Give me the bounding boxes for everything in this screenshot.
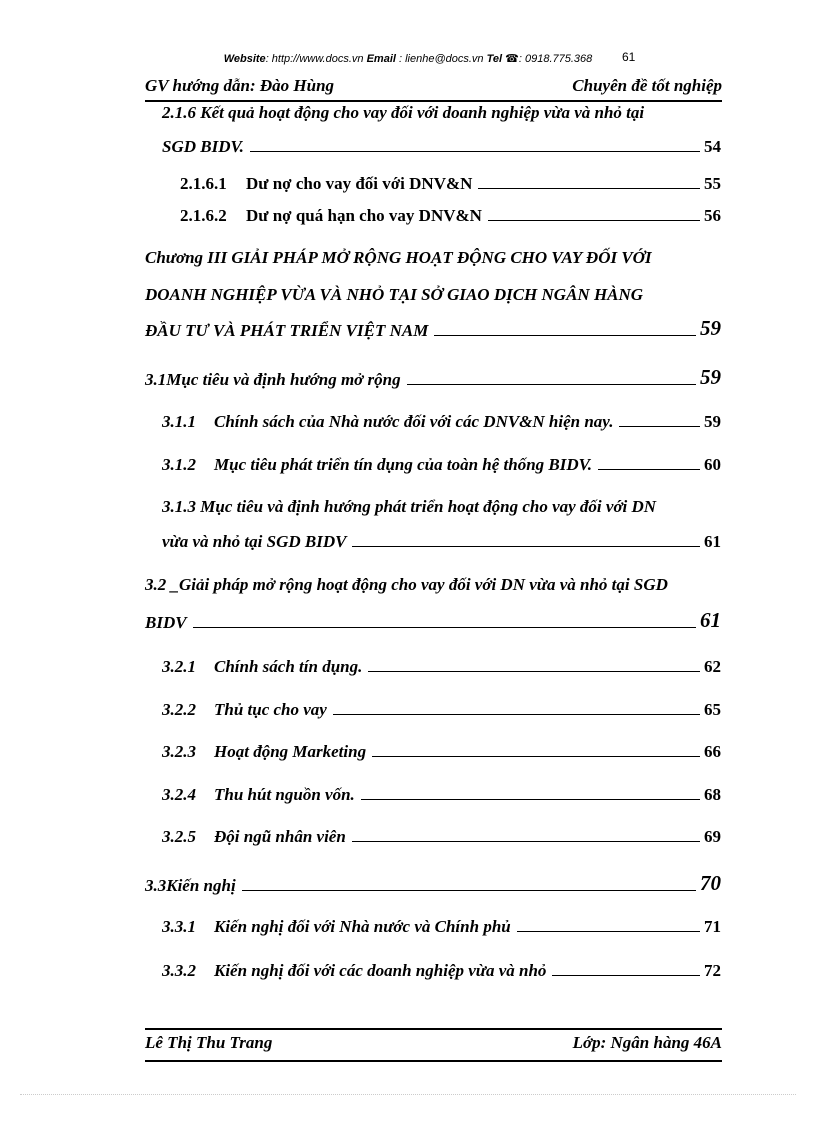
toc-entry-3-3-2[interactable] — [162, 961, 721, 981]
toc-page: 70 — [700, 871, 721, 895]
toc-page: 65 — [704, 700, 721, 719]
toc-entry-2-1-6-line1: 2.1.6 Kết quả hoạt động cho vay đối với doanh nghiệp vừa và nhỏ tại — [162, 103, 645, 122]
toc-entry-2-1-6-2[interactable] — [180, 206, 721, 226]
toc-number: 3.2.1 — [162, 657, 196, 676]
footer-author: Lê Thị Thu Trang — [145, 1033, 273, 1052]
toc-section-3-2[interactable] — [145, 608, 721, 633]
toc-page: 59 — [700, 365, 721, 389]
toc-page: 54 — [704, 137, 721, 156]
toc-title: 3.1Mục tiêu và định hướng mở rộng — [145, 370, 401, 389]
toc-entry-3-2-3[interactable] — [162, 742, 721, 762]
toc-entry-3-1-3[interactable] — [162, 532, 721, 552]
toc-title: Chính sách của Nhà nước đối với các DNV&N hiện nay. — [214, 412, 614, 431]
website-banner — [0, 52, 816, 65]
toc-title: Hoạt động Marketing — [214, 742, 367, 761]
toc-leader — [352, 840, 700, 842]
email-label: Email — [366, 53, 396, 65]
page-footer — [145, 1028, 722, 1062]
toc-number: 3.2.4 — [162, 785, 196, 804]
toc-page: 72 — [704, 961, 721, 980]
toc-title: Kiến nghị đối với các doanh nghiệp vừa và nhỏ — [214, 961, 547, 980]
toc-page: 60 — [704, 455, 721, 474]
tel-label: Tel — [486, 53, 503, 65]
page-header — [145, 76, 722, 102]
toc-entry-2-1-6[interactable] — [162, 137, 721, 157]
toc-number: 3.2.5 — [162, 827, 196, 846]
toc-number: 3.2.3 — [162, 742, 196, 761]
toc-section-3-2-line1: 3.2 _Giải pháp mở rộng hoạt động cho vay đối với DN vừa và nhỏ tại SGD — [145, 575, 668, 594]
toc-page: 55 — [704, 174, 721, 193]
page-bottom-divider — [20, 1094, 796, 1095]
toc-leader — [517, 930, 700, 932]
toc-number: 2.1.6.1 — [180, 174, 227, 193]
toc-title: Mục tiêu phát triển tín dụng của toàn hệ thống BIDV. — [214, 455, 593, 474]
toc-page: 61 — [704, 532, 721, 551]
toc-entry-3-3-1[interactable] — [162, 917, 721, 937]
website-label: Website — [223, 53, 266, 65]
toc-title: Kiến nghị đối với Nhà nước và Chính phủ — [214, 917, 511, 936]
toc-number: 2.1.6.2 — [180, 206, 227, 225]
toc-entry-3-1-2[interactable] — [162, 455, 721, 475]
toc-leader — [333, 713, 700, 715]
toc-leader — [242, 889, 696, 891]
toc-title: BIDV — [145, 613, 187, 632]
toc-number: 3.2.2 — [162, 700, 196, 719]
toc-number: 3.1.2 — [162, 455, 196, 474]
toc-leader — [488, 219, 700, 221]
toc-leader — [361, 798, 700, 800]
toc-leader — [372, 755, 700, 757]
toc-chapter-3-line2: DOANH NGHIỆP VỪA VÀ NHỎ TẠI SỞ GIAO DỊCH NGÂN HÀNG — [145, 285, 644, 304]
toc-page: 66 — [704, 742, 721, 761]
toc-number: 3.1.1 — [162, 412, 196, 431]
toc-title: 3.3Kiến nghị — [145, 876, 236, 895]
toc-leader — [598, 468, 700, 470]
toc-title: Dư nợ cho vay đối với DNV&N — [246, 174, 473, 193]
toc-page: 59 — [700, 316, 721, 340]
toc-entry-3-1-3-line1: 3.1.3 Mục tiêu và định hướng phát triển hoạt động cho vay đối với DN — [162, 497, 657, 516]
toc-title: vừa và nhỏ tại SGD BIDV — [162, 532, 347, 551]
toc-page: 59 — [704, 412, 721, 431]
toc-leader — [368, 670, 700, 672]
toc-title: Thủ tục cho vay — [214, 700, 327, 719]
toc-page: 56 — [704, 206, 721, 225]
toc-chapter-3[interactable] — [145, 316, 721, 341]
toc-page: 61 — [700, 608, 721, 632]
header-advisor: GV hướng dẫn: Đào Hùng — [145, 76, 335, 95]
toc-page: 69 — [704, 827, 721, 846]
phone-icon: ☎ — [502, 53, 519, 65]
toc-entry-3-2-5[interactable] — [162, 827, 721, 847]
toc-entry-3-2-1[interactable] — [162, 657, 721, 677]
toc-leader — [552, 974, 700, 976]
toc-title: Chính sách tín dụng. — [214, 657, 363, 676]
toc-chapter-3-line1: Chương III GIẢI PHÁP MỞ RỘNG HOẠT ĐỘNG CHO VAY ĐỐI VỚI — [145, 248, 652, 267]
header-thesis-type: Chuyên đề tốt nghiệp — [572, 76, 722, 95]
toc-page: 71 — [704, 917, 721, 936]
toc-page: 68 — [704, 785, 721, 804]
tel-number: : 0918.775.368 — [518, 53, 593, 65]
toc-title: SGD BIDV. — [162, 137, 244, 156]
toc-title: Đội ngũ nhân viên — [214, 827, 346, 846]
toc-leader — [352, 545, 700, 547]
toc-leader — [619, 425, 700, 427]
toc-section-3-1[interactable] — [145, 365, 721, 390]
email-address[interactable]: : lienhe@docs.vn — [399, 53, 484, 65]
page-number: 61 — [622, 50, 636, 64]
website-url[interactable]: : http://www.docs.vn — [265, 53, 364, 65]
toc-leader — [434, 334, 696, 336]
toc-number: 3.3.1 — [162, 917, 196, 936]
toc-entry-3-1-1[interactable] — [162, 412, 721, 432]
toc-leader — [250, 150, 700, 152]
toc-title: Thu hút nguồn vốn. — [214, 785, 355, 804]
toc-entry-3-2-2[interactable] — [162, 700, 721, 720]
toc-title: ĐẦU TƯ VÀ PHÁT TRIỂN VIỆT NAM — [145, 321, 429, 340]
toc-entry-3-2-4[interactable] — [162, 785, 721, 805]
toc-leader — [478, 187, 700, 189]
toc-title: Dư nợ quá hạn cho vay DNV&N — [246, 206, 482, 225]
toc-leader — [193, 626, 696, 628]
toc-entry-2-1-6-1[interactable] — [180, 174, 721, 194]
toc-number: 3.3.2 — [162, 961, 196, 980]
toc-section-3-3[interactable] — [145, 871, 721, 896]
toc-leader — [407, 383, 696, 385]
footer-class: Lớp: Ngân hàng 46A — [572, 1033, 722, 1052]
toc-page: 62 — [704, 657, 721, 676]
